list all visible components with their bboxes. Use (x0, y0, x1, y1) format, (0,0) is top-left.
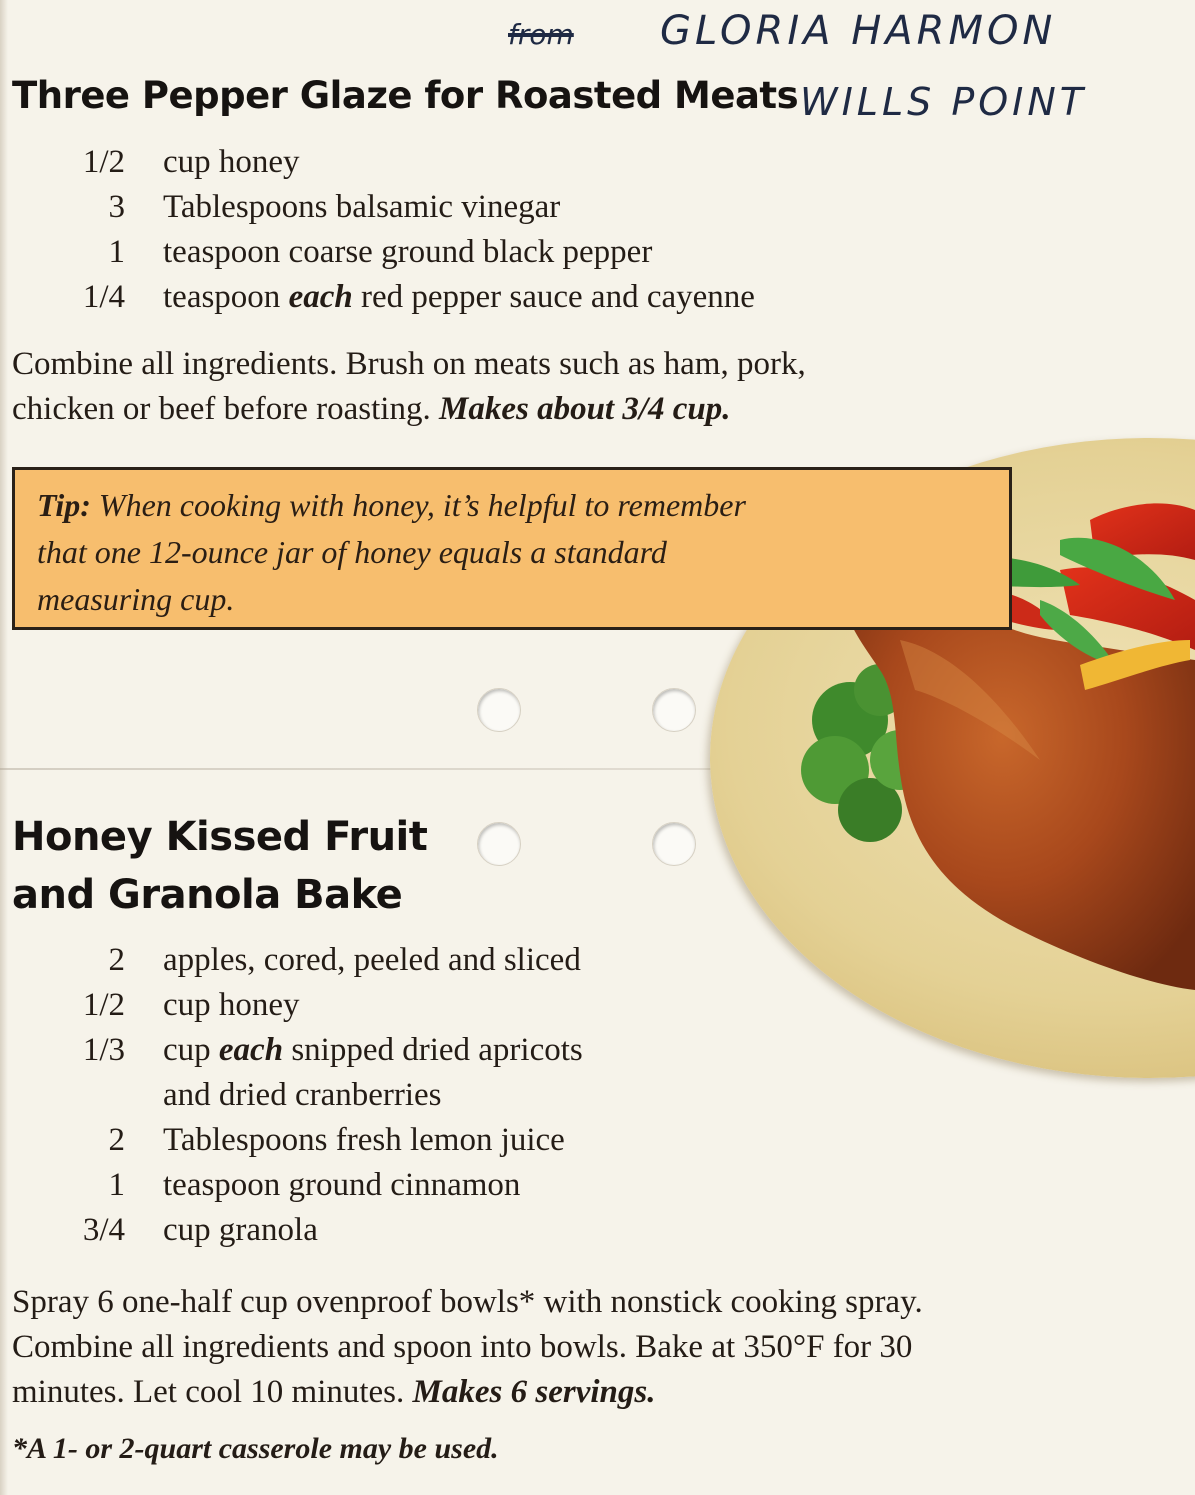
handwritten-name: GLORIA HARMON (660, 8, 1057, 54)
recipe-directions: Spray 6 one-half cup ovenproof bowls* with nonstick cooking spray. Combine all ingredients and spoon into bowls. Bake at 350°F for 30 minutes. Let cool 10 minutes. Makes 6 servings. (12, 1284, 923, 1410)
ingredient-text: teaspoon coarse ground black pepper (163, 234, 653, 270)
recipe-title-line: and Granola Bake (12, 872, 403, 918)
tip-box (12, 467, 1012, 630)
ingredient-qty: 3/4 (82, 1212, 125, 1248)
recipe-yield: Makes 6 servings. (412, 1374, 656, 1410)
ingredient-text: and dried cranberries (163, 1077, 442, 1113)
ingredient-qty: 3 (108, 189, 125, 225)
ingredient-row (0, 1073, 700, 1118)
handwritten-place: WILLS POINT (800, 80, 1087, 124)
ingredient-qty: 2 (108, 1122, 125, 1158)
ingredient-text: cup granola (163, 1212, 318, 1248)
binder-hole (652, 822, 696, 866)
crossed-out-word: from (508, 18, 574, 51)
tip-text: Tip: When cooking with honey, it’s helpful to remember that one 12-ounce jar of honey equals a standard measuring cup. (37, 487, 746, 617)
ingredient-qty: 1/2 (82, 987, 125, 1023)
tip-label: Tip: (37, 487, 91, 523)
binder-hole (477, 822, 521, 866)
ingredient-row (0, 938, 700, 983)
ingredient-text: Tablespoons fresh lemon juice (163, 1122, 565, 1158)
ingredient-text: apples, cored, peeled and sliced (163, 942, 581, 978)
recipe-yield: Makes about 3/4 cup. (438, 391, 731, 427)
recipe-directions: Combine all ingredients. Brush on meats such as ham, pork, chicken or beef before roasting. Makes about 3/4 cup. (12, 346, 806, 427)
binder-hole (477, 688, 521, 732)
ingredient-text: teaspoon ground cinnamon (163, 1167, 521, 1203)
ingredient-qty: 2 (108, 942, 125, 978)
recipe-title-line: Honey Kissed Fruit (12, 814, 428, 860)
ingredient-text: teaspoon each red pepper sauce and cayenne (163, 279, 755, 315)
ingredient-text: cup honey (163, 144, 300, 180)
recipe-title: Three Pepper Glaze for Roasted Meats (12, 74, 799, 117)
ingredient-row (0, 1028, 700, 1073)
ingredient-qty: 1 (108, 1167, 125, 1203)
ingredient-row (0, 1163, 700, 1208)
ingredient-text: cup honey (163, 987, 300, 1023)
ingredient-qty: 1/3 (82, 1032, 125, 1068)
binder-hole (652, 688, 696, 732)
ingredient-text: cup each snipped dried apricots (163, 1032, 583, 1068)
ingredient-qty: 1/4 (82, 279, 125, 315)
footnote: *A 1- or 2-quart casserole may be used. (12, 1432, 499, 1465)
ingredient-qty: 1 (108, 234, 125, 270)
ingredient-row (0, 1208, 700, 1253)
ingredient-row (0, 1118, 700, 1163)
ingredient-row (0, 983, 700, 1028)
ingredient-qty: 1/2 (82, 144, 125, 180)
ingredient-text: Tablespoons balsamic vinegar (163, 189, 561, 225)
